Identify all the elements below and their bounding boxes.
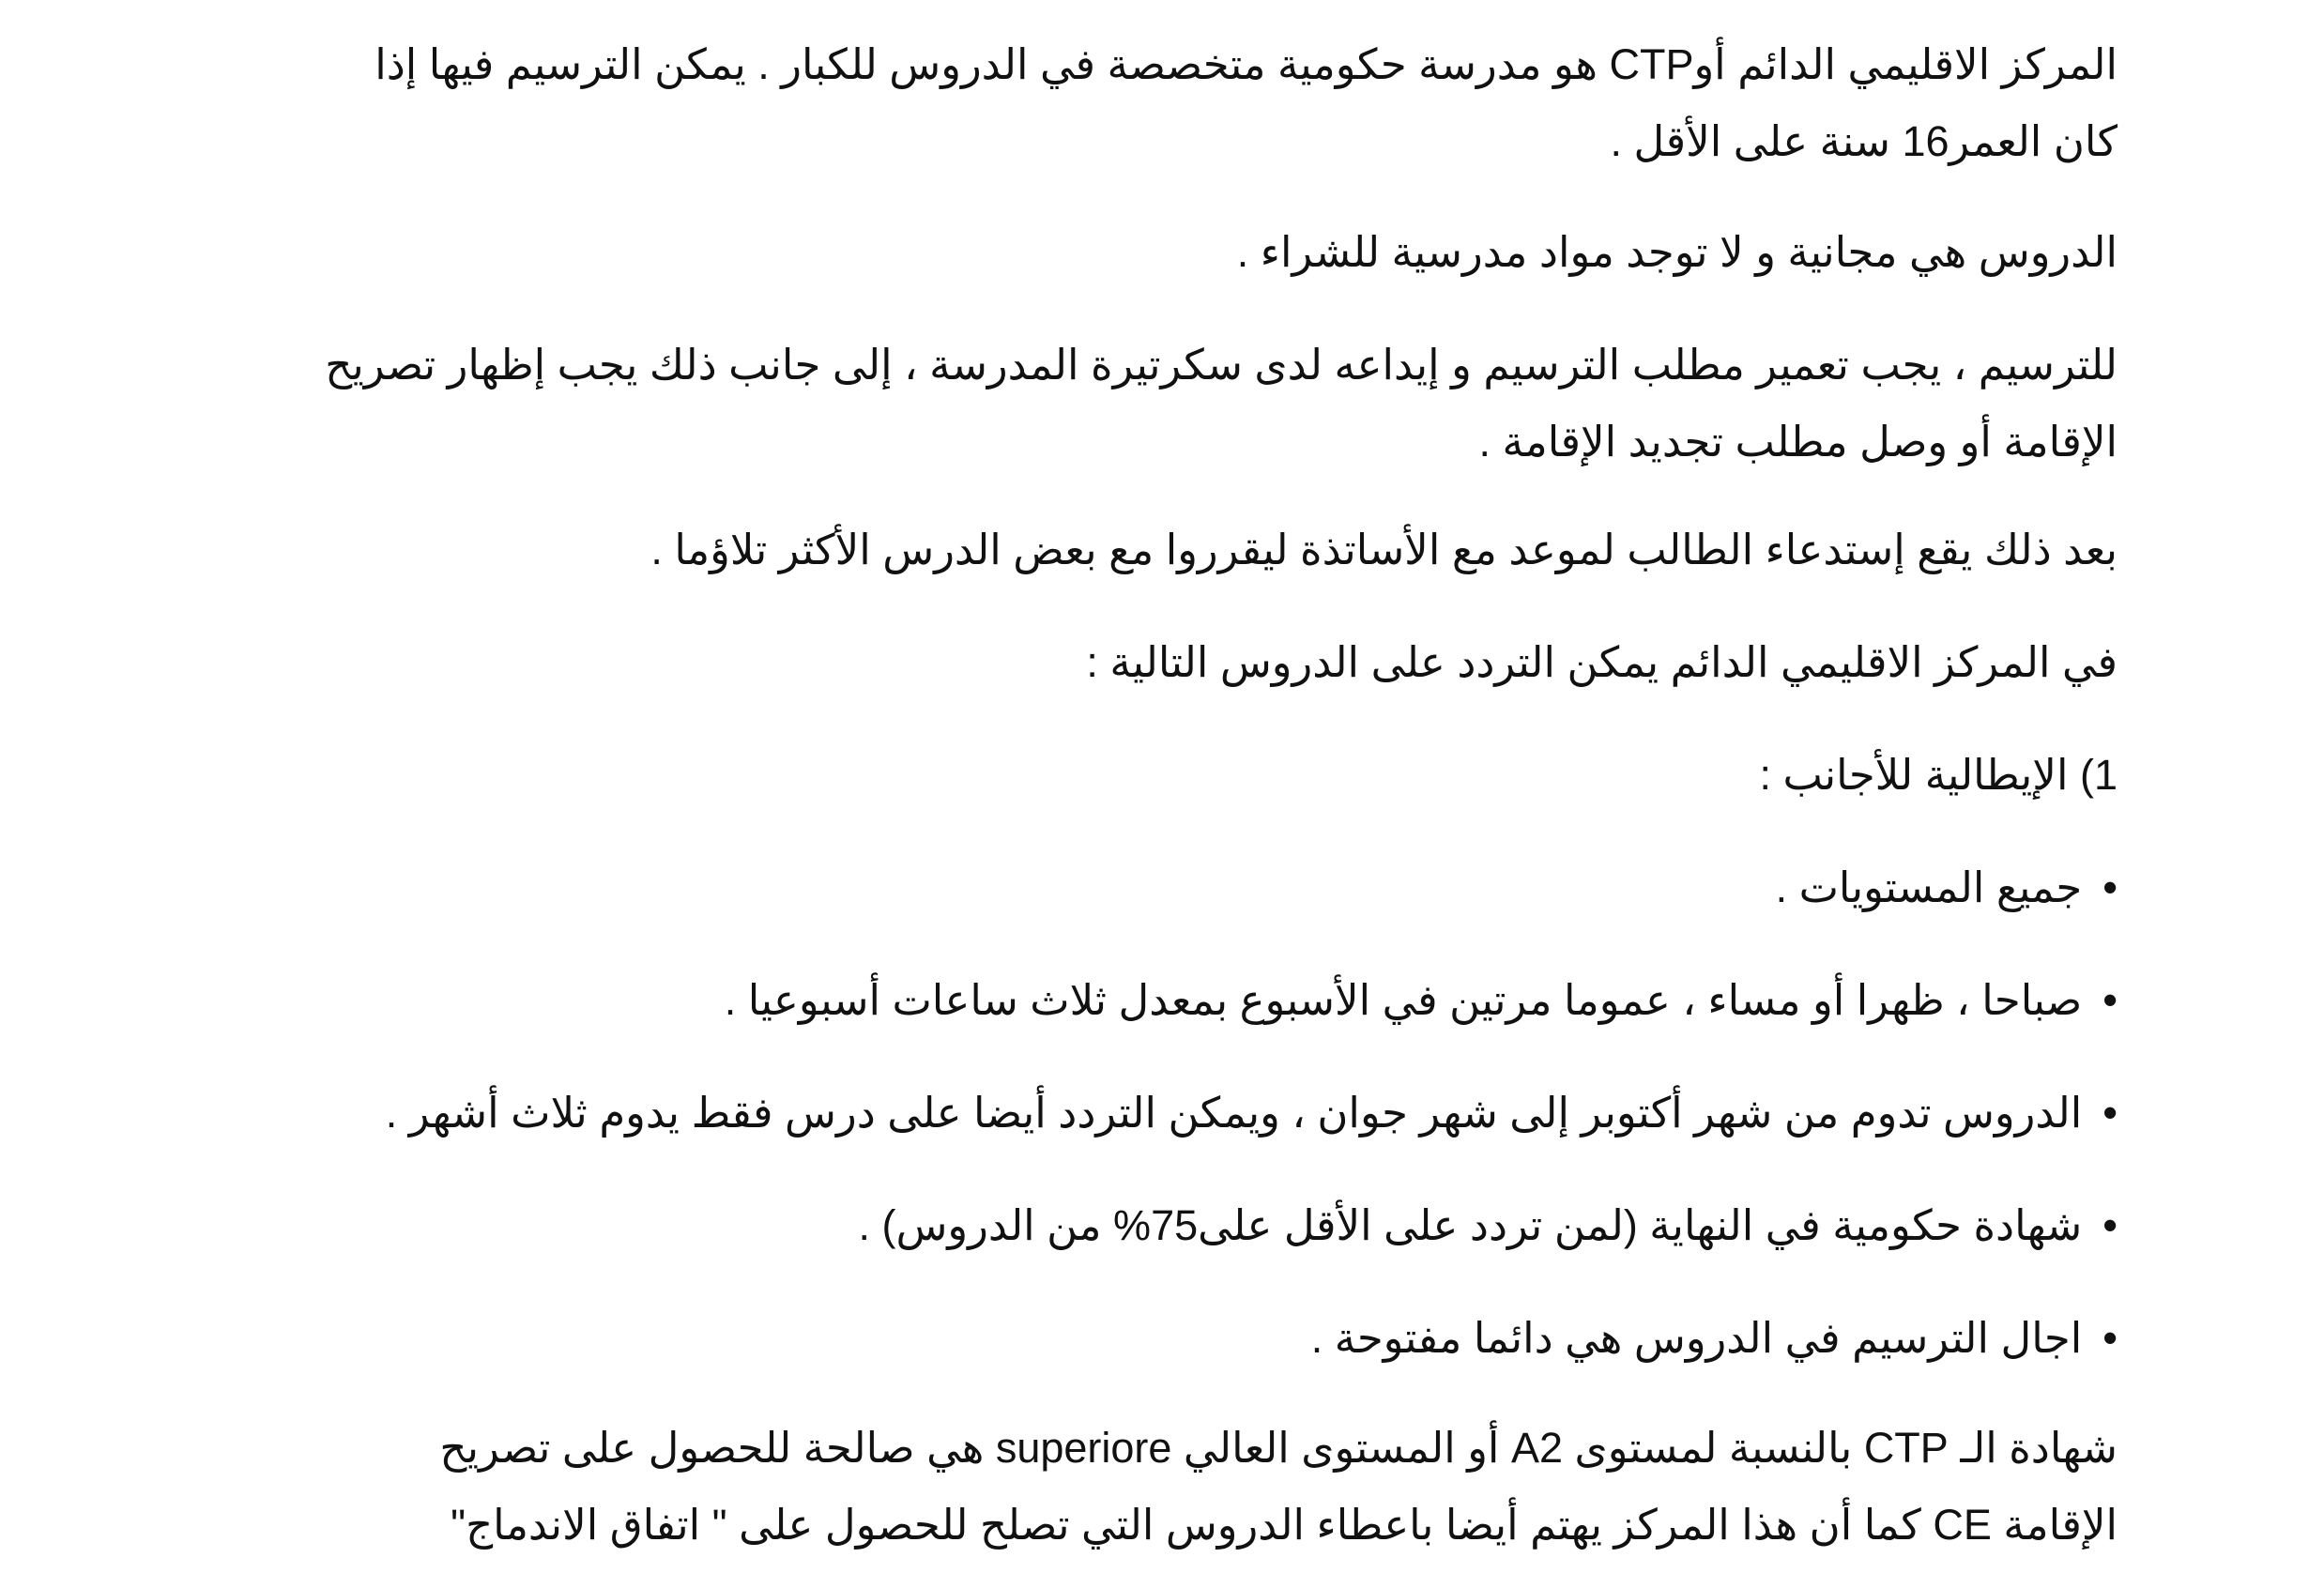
bullet-item-4 — [858, 1187, 2118, 1264]
bullet-item-2-text: صباحا ، ظهرا أو مساء ، عموما مرتين في الأسبوع بمعدل ثلاث ساعات أسبوعيا . — [724, 976, 2083, 1024]
paragraph-courses-intro-line-1: في المركز الاقليمي الدائم يمكن التردد على الدروس التالية : — [1086, 638, 2118, 686]
paragraph-closing — [439, 1410, 2118, 1564]
paragraph-free-line-1: الدروس هي مجانية و لا توجد مواد مدرسية للشراء . — [1236, 228, 2118, 276]
bullet-icon: • — [2102, 976, 2118, 1024]
paragraph-free — [1237, 214, 2118, 291]
bullet-item-5-text: اجال الترسيم في الدروس هي دائما مفتوحة . — [1310, 1314, 2083, 1362]
bullet-icon: • — [2102, 863, 2118, 911]
paragraph-registration-line-2: الإقامة أو وصل مطلب تجديد الإقامة . — [1478, 418, 2118, 466]
bullet-item-3 — [386, 1075, 2118, 1152]
paragraph-intro-line-2: كان العمر16 سنة على الأقل . — [1610, 117, 2118, 165]
paragraph-closing-line-2: الإقامة CE كما أن هذا المركز يهتم أيضا باعطاء الدروس التي تصلح للحصول على " اتفاق الاندماج" — [451, 1501, 2118, 1549]
paragraph-intro-line-1: المركز الاقليمي الدائم أوCTP هو مدرسة حكومية متخصصة في الدروس للكبار . يمكن الترسيم فيها إذا — [375, 40, 2118, 88]
paragraph-courses-intro — [1086, 624, 2118, 701]
paragraph-afterwards — [650, 512, 2118, 588]
bullet-item-5 — [1311, 1300, 2118, 1377]
paragraph-registration — [325, 327, 2118, 481]
bullet-item-3-text: الدروس تدوم من شهر أكتوبر إلى شهر جوان ، ويمكن التردد أيضا على درس فقط يدوم ثلاث أشهر . — [385, 1089, 2083, 1137]
bullet-item-4-text: شهادة حكومية في النهاية (لمن تردد على الأقل على75% من الدروس) . — [858, 1201, 2083, 1249]
paragraph-intro — [375, 26, 2118, 180]
paragraph-afterwards-line-1: بعد ذلك يقع إستدعاء الطالب لموعد مع الأساتذة ليقرروا مع بعض الدرس الأكثر تلاؤما . — [650, 526, 2118, 573]
bullet-icon: • — [2102, 1201, 2118, 1249]
bullet-item-1-text: جميع المستويات . — [1775, 863, 2083, 911]
section-heading-italian — [1759, 737, 2118, 814]
bullet-icon: • — [2102, 1089, 2118, 1137]
paragraph-registration-line-1: للترسيم ، يجب تعمير مطلب الترسيم و إيداعه لدى سكرتيرة المدرسة ، إلى جانب ذلك يجب إظهار تصريح — [325, 341, 2118, 389]
bullet-item-2 — [725, 962, 2118, 1039]
paragraph-closing-line-1: شهادة الـ CTP بالنسبة لمستوى A2 أو المستوى العالي superiore هي صالحة للحصول على تصريح — [439, 1424, 2118, 1472]
section-heading-italian-line: 1) الإيطالية للأجانب : — [1759, 751, 2118, 799]
bullet-icon: • — [2102, 1314, 2118, 1362]
bullet-item-1 — [1776, 849, 2118, 926]
